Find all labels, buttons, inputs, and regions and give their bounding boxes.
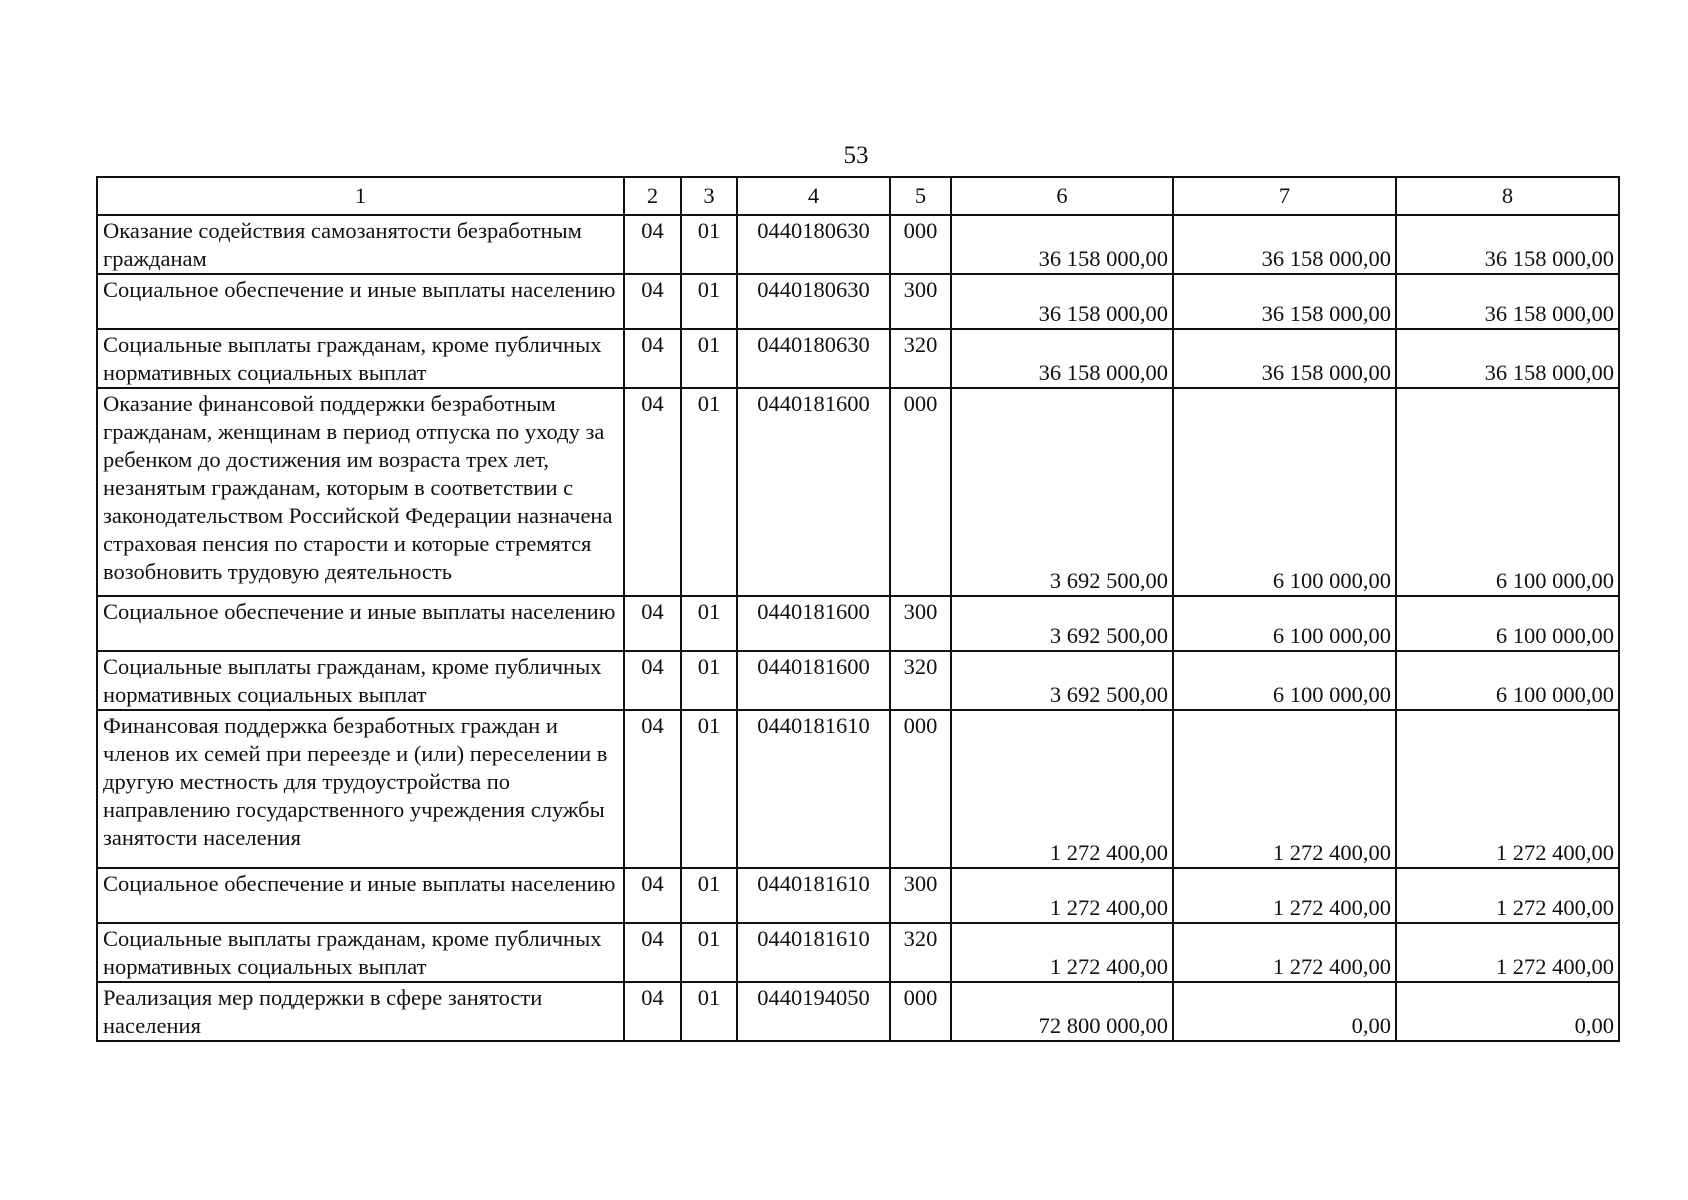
header-cell: 7 — [1173, 177, 1396, 215]
subsection-code-cell: 01 — [681, 651, 737, 710]
table-row — [97, 274, 1619, 329]
expense-type-cell: 000 — [890, 215, 951, 274]
amount-col7-cell: 1 272 400,00 — [1173, 923, 1396, 982]
amount-col6-cell: 1 272 400,00 — [951, 923, 1173, 982]
subsection-code-cell: 01 — [681, 982, 737, 1041]
table-row — [97, 982, 1619, 1041]
amount-col8-cell: 36 158 000,00 — [1396, 274, 1619, 329]
item-name-cell: Оказание финансовой поддержки безработным гражданам, женщинам в период отпуска по уходу за ребенком до достижения им возраста трех лет, незанятым гражданам, которым в соответствии с законодательством Российской Федерации назначена страховая пенсия по старости и которые стремятся возобновить трудовую деятельность — [97, 388, 624, 596]
item-name-cell: Финансовая поддержка безработных граждан и членов их семей при переезде и (или) переселении в другую местность для трудоустройства по направлению государственного учреждения службы занятости населения — [97, 710, 624, 868]
table-header-row — [97, 177, 1619, 215]
table-row — [97, 388, 1619, 596]
item-name-cell: Социальные выплаты гражданам, кроме публичных нормативных социальных выплат — [97, 329, 624, 388]
section-code-cell: 04 — [624, 868, 681, 923]
section-code-cell: 04 — [624, 388, 681, 596]
amount-col6-cell: 72 800 000,00 — [951, 982, 1173, 1041]
table-row — [97, 868, 1619, 923]
expense-type-cell: 000 — [890, 388, 951, 596]
amount-col6-cell: 3 692 500,00 — [951, 596, 1173, 651]
target-article-cell: 0440181600 — [737, 651, 890, 710]
target-article-cell: 0440181600 — [737, 388, 890, 596]
amount-col6-cell: 3 692 500,00 — [951, 651, 1173, 710]
header-cell: 4 — [737, 177, 890, 215]
item-name-cell: Социальное обеспечение и иные выплаты населению — [97, 596, 624, 651]
expense-type-cell: 000 — [890, 710, 951, 868]
amount-col7-cell: 36 158 000,00 — [1173, 329, 1396, 388]
target-article-cell: 0440180630 — [737, 329, 890, 388]
table-row — [97, 710, 1619, 868]
amount-col6-cell: 1 272 400,00 — [951, 868, 1173, 923]
header-cell: 5 — [890, 177, 951, 215]
amount-col8-cell: 1 272 400,00 — [1396, 710, 1619, 868]
table-row — [97, 651, 1619, 710]
item-name-cell: Социальные выплаты гражданам, кроме публичных нормативных социальных выплат — [97, 651, 624, 710]
amount-col7-cell: 36 158 000,00 — [1173, 274, 1396, 329]
header-cell: 1 — [97, 177, 624, 215]
header-cell: 2 — [624, 177, 681, 215]
target-article-cell: 0440181610 — [737, 710, 890, 868]
target-article-cell: 0440181600 — [737, 596, 890, 651]
target-article-cell: 0440181610 — [737, 923, 890, 982]
section-code-cell: 04 — [624, 596, 681, 651]
item-name-cell: Реализация мер поддержки в сфере занятости населения — [97, 982, 624, 1041]
subsection-code-cell: 01 — [681, 923, 737, 982]
amount-col8-cell: 36 158 000,00 — [1396, 329, 1619, 388]
amount-col8-cell: 1 272 400,00 — [1396, 923, 1619, 982]
amount-col6-cell: 1 272 400,00 — [951, 710, 1173, 868]
amount-col7-cell: 36 158 000,00 — [1173, 215, 1396, 274]
header-cell: 3 — [681, 177, 737, 215]
section-code-cell: 04 — [624, 329, 681, 388]
expense-type-cell: 320 — [890, 923, 951, 982]
amount-col8-cell: 6 100 000,00 — [1396, 388, 1619, 596]
table-row — [97, 215, 1619, 274]
table-row — [97, 923, 1619, 982]
expense-type-cell: 000 — [890, 982, 951, 1041]
amount-col8-cell: 6 100 000,00 — [1396, 651, 1619, 710]
expense-type-cell: 300 — [890, 596, 951, 651]
subsection-code-cell: 01 — [681, 388, 737, 596]
subsection-code-cell: 01 — [681, 868, 737, 923]
table-row — [97, 596, 1619, 651]
budget-table — [96, 176, 1620, 1042]
section-code-cell: 04 — [624, 274, 681, 329]
subsection-code-cell: 01 — [681, 215, 737, 274]
header-cell: 8 — [1396, 177, 1619, 215]
target-article-cell: 0440194050 — [737, 982, 890, 1041]
amount-col7-cell: 6 100 000,00 — [1173, 651, 1396, 710]
table-row — [97, 329, 1619, 388]
subsection-code-cell: 01 — [681, 596, 737, 651]
amount-col8-cell: 6 100 000,00 — [1396, 596, 1619, 651]
amount-col8-cell: 0,00 — [1396, 982, 1619, 1041]
page-number: 53 — [843, 142, 869, 169]
section-code-cell: 04 — [624, 710, 681, 868]
target-article-cell: 0440180630 — [737, 215, 890, 274]
item-name-cell: Оказание содействия самозанятости безработным гражданам — [97, 215, 624, 274]
table-body — [97, 177, 1619, 1041]
amount-col7-cell: 6 100 000,00 — [1173, 388, 1396, 596]
subsection-code-cell: 01 — [681, 274, 737, 329]
section-code-cell: 04 — [624, 982, 681, 1041]
amount-col8-cell: 36 158 000,00 — [1396, 215, 1619, 274]
item-name-cell: Социальные выплаты гражданам, кроме публичных нормативных социальных выплат — [97, 923, 624, 982]
amount-col6-cell: 36 158 000,00 — [951, 215, 1173, 274]
amount-col7-cell: 1 272 400,00 — [1173, 868, 1396, 923]
expense-type-cell: 320 — [890, 651, 951, 710]
section-code-cell: 04 — [624, 651, 681, 710]
amount-col7-cell: 6 100 000,00 — [1173, 596, 1396, 651]
amount-col7-cell: 1 272 400,00 — [1173, 710, 1396, 868]
subsection-code-cell: 01 — [681, 710, 737, 868]
subsection-code-cell: 01 — [681, 329, 737, 388]
expense-type-cell: 300 — [890, 274, 951, 329]
amount-col7-cell: 0,00 — [1173, 982, 1396, 1041]
item-name-cell: Социальное обеспечение и иные выплаты населению — [97, 868, 624, 923]
amount-col6-cell: 36 158 000,00 — [951, 274, 1173, 329]
section-code-cell: 04 — [624, 215, 681, 274]
header-cell: 6 — [951, 177, 1173, 215]
amount-col6-cell: 36 158 000,00 — [951, 329, 1173, 388]
target-article-cell: 0440180630 — [737, 274, 890, 329]
target-article-cell: 0440181610 — [737, 868, 890, 923]
amount-col6-cell: 3 692 500,00 — [951, 388, 1173, 596]
amount-col8-cell: 1 272 400,00 — [1396, 868, 1619, 923]
item-name-cell: Социальное обеспечение и иные выплаты населению — [97, 274, 624, 329]
expense-type-cell: 300 — [890, 868, 951, 923]
section-code-cell: 04 — [624, 923, 681, 982]
expense-type-cell: 320 — [890, 329, 951, 388]
